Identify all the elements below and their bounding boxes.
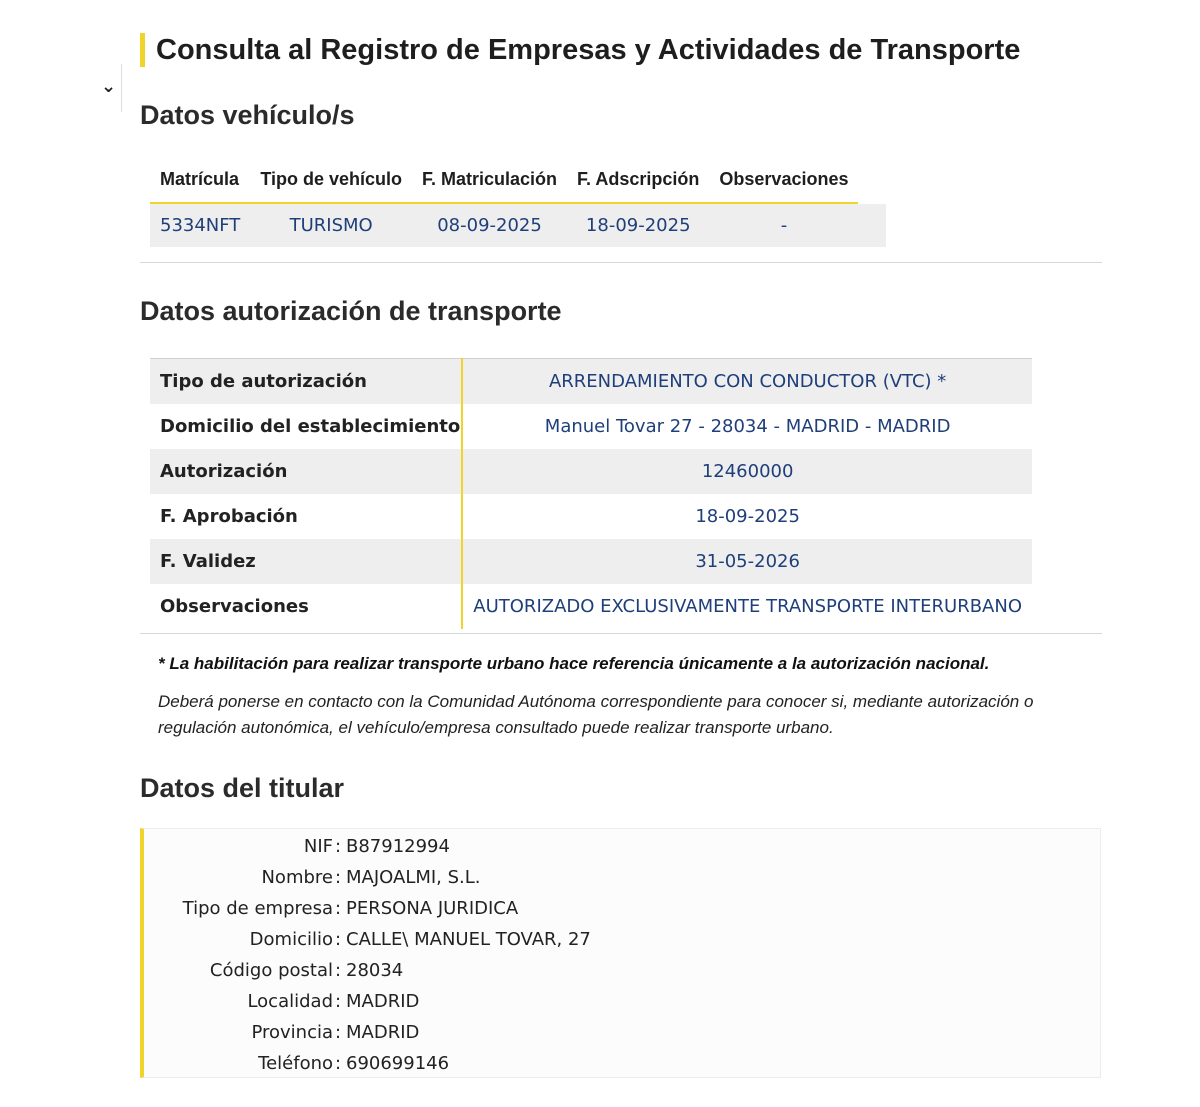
field-value: CALLE\ MANUEL TOVAR, 27 [346, 929, 591, 950]
holder-field: Teléfono : 690699146 [144, 1048, 1100, 1079]
auth-label: F. Aprobación [150, 494, 462, 539]
field-label: Localidad [247, 991, 333, 1012]
field-value: MADRID [346, 1022, 420, 1043]
urban-transport-note: Deberá ponerse en contacto con la Comunidad Autónoma correspondiente para conocer si, mediante autorización o regulación autonómica, el vehículo/empresa consultado puede realizar transporte urbano. [158, 692, 1034, 737]
auth-value: Manuel Tovar 27 - 28034 - MADRID - MADRID [544, 416, 951, 437]
col-f-matriculacion: F. Matriculación [412, 156, 567, 203]
holder-field: Domicilio : CALLE\ MANUEL TOVAR, 27 [144, 924, 1100, 955]
table-row [150, 494, 1032, 539]
chevron-down-icon[interactable]: ⌄ [100, 76, 117, 96]
auth-value: 12460000 [462, 449, 1032, 494]
auth-value: 18-09-2025 [695, 506, 800, 527]
page-title: Consulta al Registro de Empresas y Actividades de Transporte [140, 33, 1020, 67]
holder-field: Código postal : 28034 [144, 955, 1100, 986]
col-matricula: Matrícula [150, 156, 250, 203]
authorization-table [150, 358, 1032, 629]
field-value: PERSONA JURIDICA [346, 898, 519, 919]
auth-value: 31-05-2026 [462, 539, 1032, 584]
table-row [150, 359, 1032, 405]
vehicles-header-row [150, 156, 886, 203]
auth-value: ARRENDAMIENTO CON CONDUCTOR (VTC) * [462, 359, 1032, 405]
auth-label: Tipo de autorización [150, 359, 462, 405]
table-row [150, 203, 886, 247]
field-value: B87912994 [346, 836, 450, 857]
table-row [150, 584, 1032, 629]
col-tipo-vehiculo: Tipo de vehículo [250, 156, 412, 203]
vehicles-heading: Datos vehículo/s [140, 100, 355, 130]
field-label: NIF [303, 836, 333, 857]
field-value: MADRID [346, 991, 420, 1012]
holder-field: Localidad : MADRID [144, 986, 1100, 1017]
col-observaciones: Observaciones [709, 156, 858, 203]
auth-label: Observaciones [150, 584, 462, 629]
holder-details [140, 828, 1101, 1078]
field-label: Código postal [209, 960, 333, 981]
auth-value: AUTORIZADO EXCLUSIVAMENTE TRANSPORTE INTERURBANO [473, 596, 1022, 617]
divider [140, 262, 1102, 263]
table-row [150, 404, 1032, 449]
table-row [150, 449, 1032, 494]
cell-observaciones: - [709, 203, 858, 247]
holder-field: Tipo de empresa : PERSONA JURIDICA [144, 893, 1100, 924]
field-value: 28034 [346, 960, 404, 981]
auth-label: Autorización [150, 449, 462, 494]
field-label: Provincia [251, 1022, 333, 1043]
auth-label: F. Validez [150, 539, 462, 584]
col-f-adscripcion: F. Adscripción [567, 156, 709, 203]
holder-field: Nombre : MAJOALMI, S.L. [144, 862, 1100, 893]
vehicles-table [150, 156, 886, 247]
collapse-toggle[interactable] [96, 64, 122, 112]
field-label: Nombre [261, 867, 333, 888]
cell-f-matriculacion: 08-09-2025 [412, 203, 567, 247]
holder-heading: Datos del titular [140, 773, 345, 803]
divider [140, 633, 1102, 634]
field-value: 690699146 [346, 1053, 450, 1074]
holder-field: Provincia : MADRID [144, 1017, 1100, 1048]
field-label: Domicilio [249, 929, 333, 950]
field-value: MAJOALMI, S.L. [346, 867, 481, 888]
holder-field: NIF : B87912994 [144, 831, 1100, 862]
auth-label: Domicilio del establecimiento [150, 404, 462, 449]
cell-spacer [858, 203, 886, 247]
cell-f-adscripcion: 18-09-2025 [567, 203, 709, 247]
authorization-heading: Datos autorización de transporte [140, 296, 562, 326]
urban-transport-note-bold: * La habilitación para realizar transporte urbano hace referencia únicamente a la autorización nacional. [158, 654, 990, 673]
field-label: Teléfono [258, 1053, 333, 1074]
cell-matricula: 5334NFT [150, 203, 250, 247]
table-row [150, 539, 1032, 584]
field-label: Tipo de empresa [182, 898, 333, 919]
col-spacer [858, 156, 886, 203]
cell-tipo-vehiculo: TURISMO [250, 203, 412, 247]
